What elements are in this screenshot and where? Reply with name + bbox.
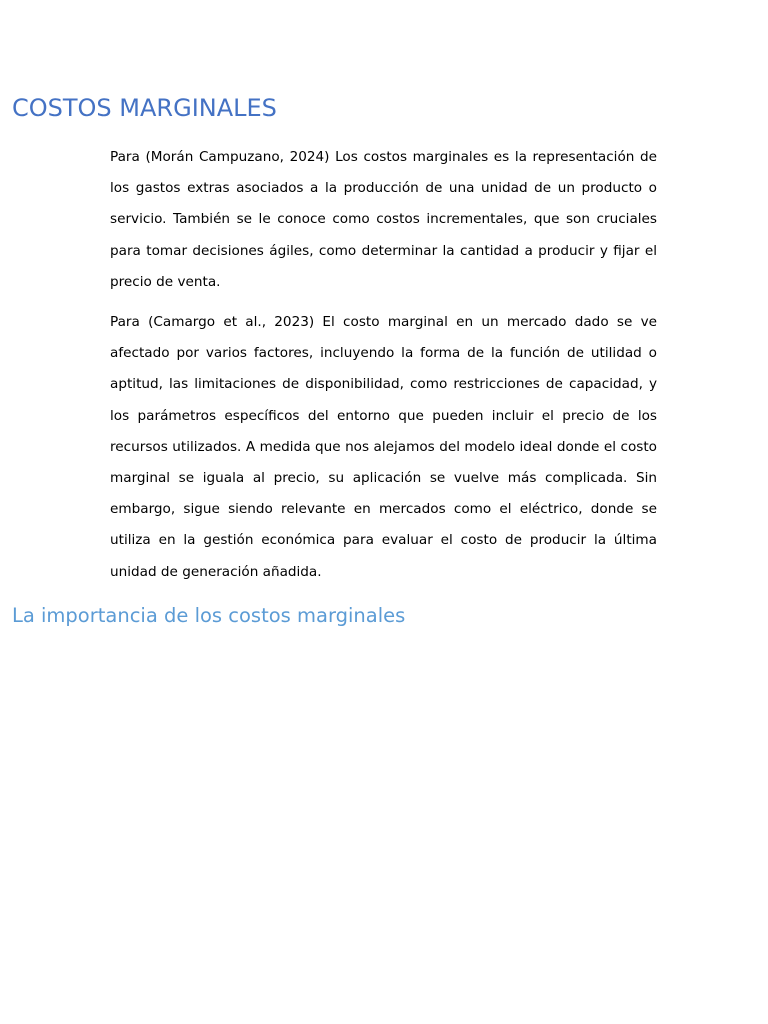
paragraph-camargo: Para (Camargo et al., 2023) El costo marginal en un mercado dado se ve afectado por varios factores, incluyendo la forma de la función de utilidad o aptitud, las limitaciones de disponibilidad, como restricciones de capacidad, y los parámetros específicos del entorno que pueden incluir el precio de los recursos utilizados. A medida que nos alejamos del modelo ideal donde el costo marginal se iguala al precio, su aplicación se vuelve más complicada. Sin embargo, sigue siendo relevante en mercados como el eléctrico, donde se utiliza en la gestión económica para evaluar el costo de producir la última unidad de generación añadida. — [110, 314, 657, 580]
document-title: COSTOS MARGINALES — [12, 94, 277, 122]
paragraph-moran-campuzano: Para (Morán Campuzano, 2024) Los costos marginales es la representación de los gastos extras asociados a la producción de una unidad de un producto o servicio. También se le conoce como costos incrementales, que son cruciales para tomar decisiones ágiles, como determinar la cantidad a producir y fijar el precio de venta. — [110, 149, 657, 290]
section-heading-importancia: La importancia de los costos marginales — [12, 604, 406, 627]
